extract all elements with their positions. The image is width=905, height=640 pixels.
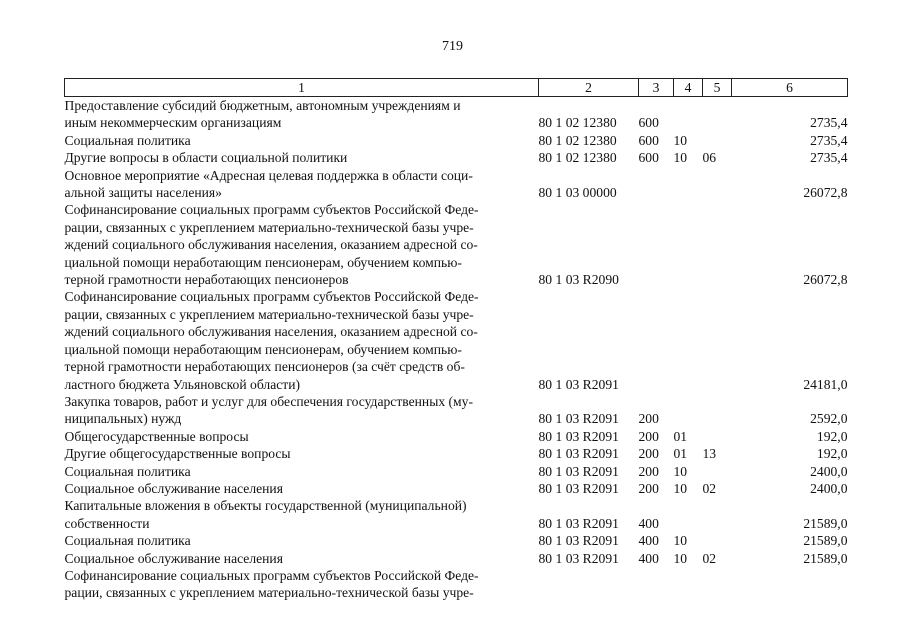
- row-subsection: [703, 132, 732, 149]
- description-line: Софинансирование социальных программ субъектов Российской Феде-: [64, 289, 479, 305]
- row-description: [65, 480, 539, 497]
- header-col-1: 1: [65, 79, 539, 97]
- description-line: ждений социального обслуживания населения, оказанием адресной со-: [64, 324, 478, 340]
- row-subsection: 06: [702, 150, 717, 166]
- header-col-6: 6: [732, 79, 848, 97]
- row-subsection: [703, 567, 732, 602]
- row-expense-type: 200: [638, 428, 659, 444]
- row-amount: 21589,0: [803, 533, 848, 549]
- row-description: [65, 201, 539, 288]
- description-line: ждений социального обслуживания населения, оказанием адресной со-: [64, 237, 478, 253]
- description-line: рации, связанных с укреплением материально-технической базы учре-: [64, 219, 474, 235]
- row-subsection: [703, 463, 732, 480]
- row-expense-type: 600: [638, 150, 659, 166]
- row-expense-type: 200: [638, 480, 659, 496]
- row-expense-type: 200: [638, 463, 659, 479]
- description-line: терной грамотности неработающих пенсионеров (за счёт средств об-: [64, 359, 465, 375]
- row-amount: 21589,0: [803, 550, 848, 566]
- row-expense-type: 200: [638, 446, 659, 462]
- row-description: [65, 149, 539, 166]
- row-amount: 192,0: [816, 428, 848, 444]
- header-row: [65, 79, 848, 97]
- row-code: 80 1 03 R2091: [538, 550, 619, 566]
- row-subsection: [703, 288, 732, 392]
- row-section: 10: [673, 480, 688, 496]
- row-description: [65, 288, 539, 392]
- row-expense-type: 400: [638, 533, 659, 549]
- row-description: [65, 428, 539, 445]
- row-section: [674, 201, 703, 288]
- row-section: [674, 393, 703, 428]
- row-description: [65, 463, 539, 480]
- row-section: [674, 497, 703, 532]
- row-code: 80 1 03 R2091: [538, 428, 619, 444]
- header-col-3: 3: [639, 79, 674, 97]
- row-amount: 2400,0: [810, 480, 848, 496]
- description-line: Социальная политика: [64, 533, 191, 549]
- table-row: [65, 428, 848, 445]
- description-line: Основное мероприятие «Адресная целевая поддержка в области соци-: [64, 167, 473, 183]
- table-row: [65, 167, 848, 202]
- row-section: 10: [673, 463, 688, 479]
- row-description: [65, 167, 539, 202]
- row-section: [674, 567, 703, 602]
- description-line: циальной помощи неработающим пенсионерам, обучением компью-: [64, 341, 462, 357]
- row-code: 80 1 03 R2091: [538, 411, 619, 427]
- header-col-5: 5: [703, 79, 732, 97]
- row-section: 01: [673, 428, 688, 444]
- row-expense-type: [639, 167, 674, 202]
- table-row: [65, 132, 848, 149]
- row-section: 10: [673, 132, 688, 148]
- row-code: 80 1 03 R2091: [538, 480, 619, 496]
- row-amount: 24181,0: [803, 376, 848, 392]
- row-code: 80 1 03 R2091: [538, 463, 619, 479]
- row-code: 80 1 02 12380: [538, 115, 617, 131]
- row-subsection: 02: [702, 480, 717, 496]
- row-description: [65, 132, 539, 149]
- row-amount: [732, 567, 848, 602]
- row-amount: 26072,8: [803, 272, 848, 288]
- row-description: [65, 393, 539, 428]
- description-line: рации, связанных с укреплением материально-технической базы учре-: [64, 585, 474, 601]
- row-expense-type: 400: [638, 550, 659, 566]
- row-code: 80 1 03 R2091: [538, 515, 619, 531]
- table-row: [65, 463, 848, 480]
- row-subsection: [703, 532, 732, 549]
- row-amount: 21589,0: [803, 515, 848, 531]
- row-description: [65, 97, 539, 132]
- table-row: [65, 97, 848, 132]
- row-subsection: [703, 167, 732, 202]
- row-subsection: [703, 428, 732, 445]
- description-line: ниципальных) нужд: [64, 411, 182, 427]
- row-code: 80 1 02 12380: [538, 150, 617, 166]
- row-description: [65, 532, 539, 549]
- row-code: 80 1 03 R2090: [538, 272, 619, 288]
- row-code: 80 1 03 00000: [538, 185, 617, 201]
- description-line: собственности: [64, 515, 150, 531]
- row-description: [65, 567, 539, 602]
- row-code: 80 1 03 R2091: [538, 376, 619, 392]
- row-subsection: [703, 497, 732, 532]
- table-row: [65, 393, 848, 428]
- description-line: Социальная политика: [64, 463, 191, 479]
- row-expense-type: 400: [638, 515, 659, 531]
- row-amount: 2735,4: [810, 132, 848, 148]
- row-expense-type: 600: [638, 132, 659, 148]
- page-number: 719: [442, 39, 463, 54]
- header-col-2: 2: [539, 79, 639, 97]
- description-line: Социальная политика: [64, 132, 191, 148]
- row-section: 01: [673, 446, 688, 462]
- row-description: [65, 550, 539, 567]
- description-line: Социальное обслуживание населения: [64, 480, 283, 496]
- description-line: Капитальные вложения в объекты государственной (муниципальной): [64, 498, 467, 514]
- row-description: [65, 497, 539, 532]
- table-row: [65, 149, 848, 166]
- row-expense-type: 200: [638, 411, 659, 427]
- row-amount: 192,0: [816, 446, 848, 462]
- row-subsection: [703, 393, 732, 428]
- row-amount: 26072,8: [803, 185, 848, 201]
- budget-table: [64, 78, 848, 602]
- table-row: [65, 497, 848, 532]
- row-subsection: 02: [702, 550, 717, 566]
- row-subsection: 13: [702, 446, 717, 462]
- row-expense-type: 600: [638, 115, 659, 131]
- row-section: 10: [673, 533, 688, 549]
- description-line: Закупка товаров, работ и услуг для обеспечения государственных (му-: [64, 393, 473, 409]
- row-code: 80 1 03 R2091: [538, 533, 619, 549]
- description-line: ластного бюджета Ульяновской области): [64, 376, 300, 392]
- table-row: [65, 532, 848, 549]
- row-section: 10: [673, 550, 688, 566]
- row-code: [539, 567, 639, 602]
- row-section: [674, 288, 703, 392]
- description-line: иным некоммерческим организациям: [64, 115, 282, 131]
- row-description: [65, 445, 539, 462]
- description-line: циальной помощи неработающим пенсионерам, обучением компью-: [64, 254, 462, 270]
- table-row: [65, 567, 848, 602]
- row-section: 10: [673, 150, 688, 166]
- row-expense-type: [639, 201, 674, 288]
- row-expense-type: [639, 288, 674, 392]
- row-code: 80 1 03 R2091: [538, 446, 619, 462]
- description-line: альной защиты населения»: [64, 185, 222, 201]
- description-line: рации, связанных с укреплением материально-технической базы учре-: [64, 306, 474, 322]
- row-expense-type: [639, 567, 674, 602]
- description-line: Социальное обслуживание населения: [64, 550, 283, 566]
- table-row: [65, 550, 848, 567]
- row-amount: 2735,4: [810, 115, 848, 131]
- table-row: [65, 201, 848, 288]
- row-section: [674, 167, 703, 202]
- description-line: Общегосударственные вопросы: [64, 428, 249, 444]
- table-row: [65, 480, 848, 497]
- row-section: [674, 97, 703, 132]
- row-subsection: [703, 201, 732, 288]
- row-code: 80 1 02 12380: [538, 132, 617, 148]
- description-line: терной грамотности неработающих пенсионеров: [64, 272, 349, 288]
- description-line: Софинансирование социальных программ субъектов Российской Феде-: [64, 567, 479, 583]
- header-col-4: 4: [674, 79, 703, 97]
- row-amount: 2735,4: [810, 150, 848, 166]
- table-row: [65, 288, 848, 392]
- description-line: Софинансирование социальных программ субъектов Российской Феде-: [64, 202, 479, 218]
- row-amount: 2592,0: [810, 411, 848, 427]
- description-line: Другие общегосударственные вопросы: [64, 446, 291, 462]
- row-subsection: [703, 97, 732, 132]
- table-row: [65, 445, 848, 462]
- description-line: Предоставление субсидий бюджетным, автономным учреждениям и: [64, 98, 461, 113]
- description-line: Другие вопросы в области социальной политики: [64, 150, 348, 166]
- row-amount: 2400,0: [810, 463, 848, 479]
- table-body: [65, 97, 848, 602]
